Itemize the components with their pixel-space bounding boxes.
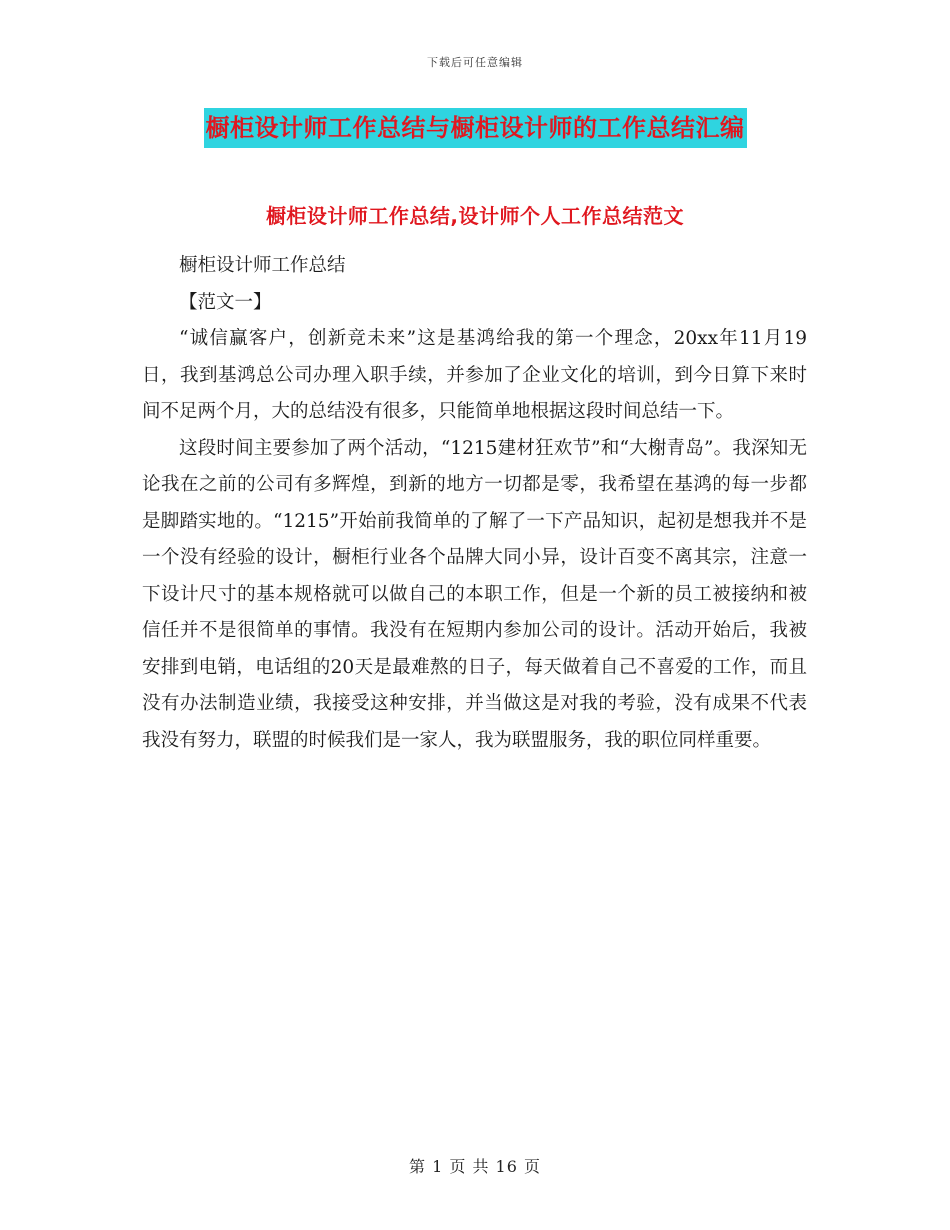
- sub-title: 橱柜设计师工作总结,设计师个人工作总结范文: [265, 204, 685, 228]
- main-title-container: [0, 108, 950, 148]
- main-title: 橱柜设计师工作总结与橱柜设计师的工作总结汇编: [204, 108, 747, 148]
- paragraph-sample-label: 【范文一】: [179, 291, 272, 313]
- paragraph-1: “诚信赢客户，创新竞未来”这是基鸿给我的第一个理念，20xx年11月19日，我到基鸿总公司办理入职手续，并参加了企业文化的培训，到今日算下来时间不足两个月，大的总结没有很多，只能简单地根据这段时间总结一下。: [142, 328, 807, 422]
- page-number-footer: 第 1 页 共 16 页: [409, 1157, 541, 1176]
- header-note: 下载后可任意编辑: [427, 56, 523, 69]
- paragraph-2: 这段时间主要参加了两个活动，“1215建材狂欢节”和“大榭青岛”。我深知无论我在之前的公司有多辉煌，到新的地方一切都是零，我希望在基鸿的每一步都是脚踏实地的。“1215”开始前我简单的了解了一下产品知识，起初是想我并不是一个没有经验的设计，橱柜行业各个品牌大同小异，设计百变不离其宗，注意一下设计尺寸的基本规格就可以做自己的本职工作，但是一个新的员工被接纳和被信任并不是很简单的事情。我没有在短期内参加公司的设计。活动开始后，我被安排到电销，电话组的20天是最难熬的日子，每天做着自己不喜爱的工作，而且没有办法制造业绩，我接受这种安排，并当做这是对我的考验，没有成果不代表我没有努力，联盟的时候我们是一家人，我为联盟服务，我的职位同样重要。: [142, 437, 807, 751]
- document-body: [142, 248, 807, 759]
- paragraph-heading: 橱柜设计师工作总结: [179, 255, 346, 276]
